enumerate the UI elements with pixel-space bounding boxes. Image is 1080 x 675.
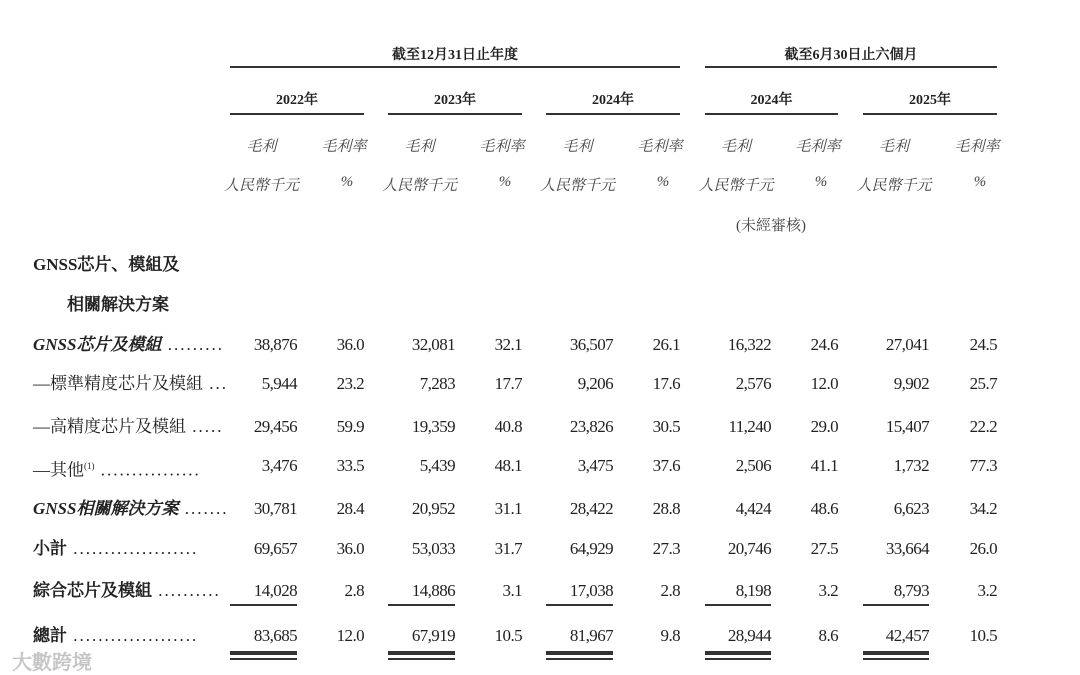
margin-value: 9.8 (660, 626, 680, 645)
row-label-text: —高精度芯片及模組 (33, 417, 186, 436)
row-label-text: —標準精度芯片及模組 (33, 374, 203, 393)
margin-value: 17.7 (494, 374, 522, 393)
gross-profit-header: 毛利 (562, 139, 593, 155)
margin-value: 29.0 (810, 417, 838, 436)
leader-dots: ......... (161, 335, 224, 354)
gross-profit-header: 毛利 (246, 139, 277, 155)
margin-value: 40.8 (494, 417, 522, 436)
margin-value: 48.6 (810, 499, 838, 518)
margin-value: 3.1 (502, 581, 522, 600)
year-rule (230, 113, 364, 115)
section-title-line2: 相關解決方案 (67, 295, 169, 314)
total-double-underline (388, 651, 455, 655)
total-double-underline (230, 658, 297, 660)
watermark: 大數跨境 (12, 650, 92, 674)
margin-value: 12.0 (810, 374, 838, 393)
unit-header: 人民幣千元 (223, 178, 300, 194)
leader-dots: .................... (67, 539, 199, 558)
margin-value: 10.5 (969, 626, 997, 645)
margin-value: 30.5 (652, 417, 680, 436)
gross-profit-value: 16,322 (727, 335, 771, 354)
leader-dots: .......... (152, 581, 221, 600)
margin-header: 毛利率 (321, 139, 367, 155)
margin-value: 34.2 (969, 499, 997, 518)
gross-profit-value: 81,967 (569, 626, 613, 645)
row-label (33, 417, 224, 437)
percent-header: % (340, 174, 354, 190)
gross-profit-value: 69,657 (253, 539, 297, 558)
unit-header: 人民幣千元 (856, 178, 932, 194)
total-double-underline (863, 658, 929, 660)
row-label (33, 539, 198, 559)
total-double-underline (546, 658, 613, 660)
gross-profit-value: 83,685 (253, 626, 297, 645)
gross-profit-value: 53,033 (411, 539, 455, 558)
leader-dots: .................... (67, 626, 199, 645)
margin-value: 36.0 (336, 335, 364, 354)
unit-header: 人民幣千元 (539, 178, 616, 194)
gross-profit-value: 17,038 (569, 581, 613, 600)
gross-profit-value: 38,876 (253, 335, 297, 354)
gross-profit-value: 8,198 (735, 581, 771, 600)
row-label (33, 626, 198, 646)
gross-profit-value: 23,826 (569, 417, 613, 436)
gross-profit-value: 3,476 (261, 456, 297, 475)
gross-profit-value: 20,746 (727, 539, 771, 558)
gross-profit-value: 3,475 (577, 456, 613, 475)
gross-profit-value: 19,359 (411, 417, 455, 436)
gross-profit-value: 28,944 (727, 626, 771, 645)
margin-value: 48.1 (494, 456, 522, 475)
year-header: 2023年 (434, 93, 476, 108)
margin-value: 2.8 (660, 581, 680, 600)
margin-value: 36.0 (336, 539, 364, 558)
gross-profit-header: 毛利 (404, 139, 435, 155)
gross-profit-header: 毛利 (878, 139, 910, 155)
margin-value: 41.1 (810, 456, 838, 475)
subtotal-underline (230, 604, 297, 606)
total-double-underline (388, 658, 455, 660)
margin-value: 24.6 (810, 335, 838, 354)
row-label-text: 總計 (33, 626, 67, 645)
total-double-underline (705, 658, 771, 660)
gross-profit-value: 28,422 (569, 499, 613, 518)
margin-value: 32.1 (494, 335, 522, 354)
margin-value: 37.6 (652, 456, 680, 475)
row-label (33, 374, 228, 394)
gross-profit-value: 2,506 (735, 456, 771, 475)
year-rule (863, 113, 997, 115)
margin-value: 22.2 (969, 417, 997, 436)
gross-profit-value: 14,886 (411, 581, 455, 600)
leader-dots: ... (203, 374, 228, 393)
gross-profit-value: 2,576 (735, 374, 771, 393)
gross-profit-value: 42,457 (885, 626, 929, 645)
total-double-underline (705, 651, 771, 655)
year-header: 2024年 (592, 93, 634, 108)
gross-profit-value: 5,944 (261, 374, 297, 393)
gross-profit-value: 20,952 (411, 499, 455, 518)
year-header: 2022年 (276, 93, 318, 108)
gross-profit-value: 11,240 (728, 417, 771, 436)
period-interim-header: 截至6月30日止六個月 (784, 48, 918, 63)
margin-header: 毛利率 (479, 139, 525, 155)
margin-value: 2.8 (344, 581, 364, 600)
gross-profit-value: 4,424 (735, 499, 771, 518)
row-label-text: GNSS芯片及模組 (33, 335, 162, 354)
gross-profit-value: 33,664 (885, 539, 929, 558)
unaudited-note: (未經審核) (736, 218, 806, 234)
year-header: 2025年 (909, 93, 951, 108)
row-label-text: —其他 (33, 460, 84, 480)
header-rule (705, 66, 997, 68)
leader-dots: ....... (178, 499, 229, 518)
margin-value: 23.2 (336, 374, 364, 393)
gross-profit-value: 64,929 (569, 539, 613, 558)
row-label-text: 綜合芯片及模組 (33, 581, 152, 600)
row-label (33, 335, 224, 355)
margin-value: 8.6 (818, 626, 838, 645)
margin-value: 26.0 (969, 539, 997, 558)
margin-value: 24.5 (969, 335, 997, 354)
period-annual-header: 截至12月31日止年度 (392, 48, 518, 63)
row-label (33, 456, 201, 481)
row-label (33, 499, 228, 519)
year-rule (705, 113, 838, 115)
gross-profit-value: 14,028 (253, 581, 297, 600)
margin-value: 31.7 (494, 539, 522, 558)
gross-profit-value: 9,902 (893, 374, 929, 393)
margin-value: 59.9 (336, 417, 364, 436)
subtotal-underline (546, 604, 613, 606)
row-label-text: 小計 (33, 539, 67, 558)
margin-header: 毛利率 (637, 139, 683, 155)
year-header: 2024年 (750, 93, 793, 108)
margin-value: 26.1 (652, 335, 680, 354)
subtotal-underline (388, 604, 455, 606)
leader-dots: ................ (94, 460, 201, 480)
total-double-underline (230, 651, 297, 655)
margin-value: 12.0 (336, 626, 364, 645)
gross-profit-value: 7,283 (419, 374, 455, 393)
margin-value: 27.5 (810, 539, 838, 558)
row-label (33, 581, 221, 601)
percent-header: % (973, 174, 987, 190)
gross-profit-value: 8,793 (893, 581, 929, 600)
margin-value: 10.5 (494, 626, 522, 645)
gross-profit-value: 15,407 (885, 417, 929, 436)
margin-value: 3.2 (977, 581, 997, 600)
margin-value: 31.1 (494, 499, 522, 518)
unit-header: 人民幣千元 (698, 178, 774, 194)
margin-value: 27.3 (652, 539, 680, 558)
gross-profit-header: 毛利 (720, 139, 752, 155)
total-double-underline (863, 651, 929, 655)
section-title: GNSS芯片、模組及 (33, 255, 180, 274)
margin-value: 28.8 (652, 499, 680, 518)
margin-value: 3.2 (818, 581, 838, 600)
subtotal-underline (705, 604, 771, 606)
gross-profit-value: 30,781 (253, 499, 297, 518)
unit-header: 人民幣千元 (381, 178, 458, 194)
row-label-text: GNSS相關解決方案 (33, 499, 179, 518)
gross-profit-value: 67,919 (411, 626, 455, 645)
leader-dots: ..... (186, 417, 224, 436)
gross-profit-value: 1,732 (893, 456, 929, 475)
margin-header: 毛利率 (954, 139, 1000, 155)
gross-profit-value: 32,081 (411, 335, 455, 354)
gross-profit-value: 9,206 (577, 374, 613, 393)
margin-value: 77.3 (969, 456, 997, 475)
year-rule (546, 113, 680, 115)
total-double-underline (546, 651, 613, 655)
percent-header: % (814, 174, 828, 190)
gross-profit-value: 36,507 (569, 335, 613, 354)
margin-header: 毛利率 (795, 139, 841, 155)
margin-value: 17.6 (652, 374, 680, 393)
gross-profit-value: 6,623 (893, 499, 929, 518)
header-rule (230, 66, 680, 68)
gross-profit-value: 5,439 (419, 456, 455, 475)
margin-value: 28.4 (336, 499, 364, 518)
gross-profit-value: 27,041 (885, 335, 929, 354)
margin-value: 33.5 (336, 456, 364, 475)
footnote-marker: (1) (84, 461, 95, 471)
subtotal-underline (863, 604, 929, 606)
gross-profit-value: 29,456 (253, 417, 297, 436)
year-rule (388, 113, 522, 115)
percent-header: % (498, 174, 512, 190)
percent-header: % (656, 174, 670, 190)
margin-value: 25.7 (969, 374, 997, 393)
